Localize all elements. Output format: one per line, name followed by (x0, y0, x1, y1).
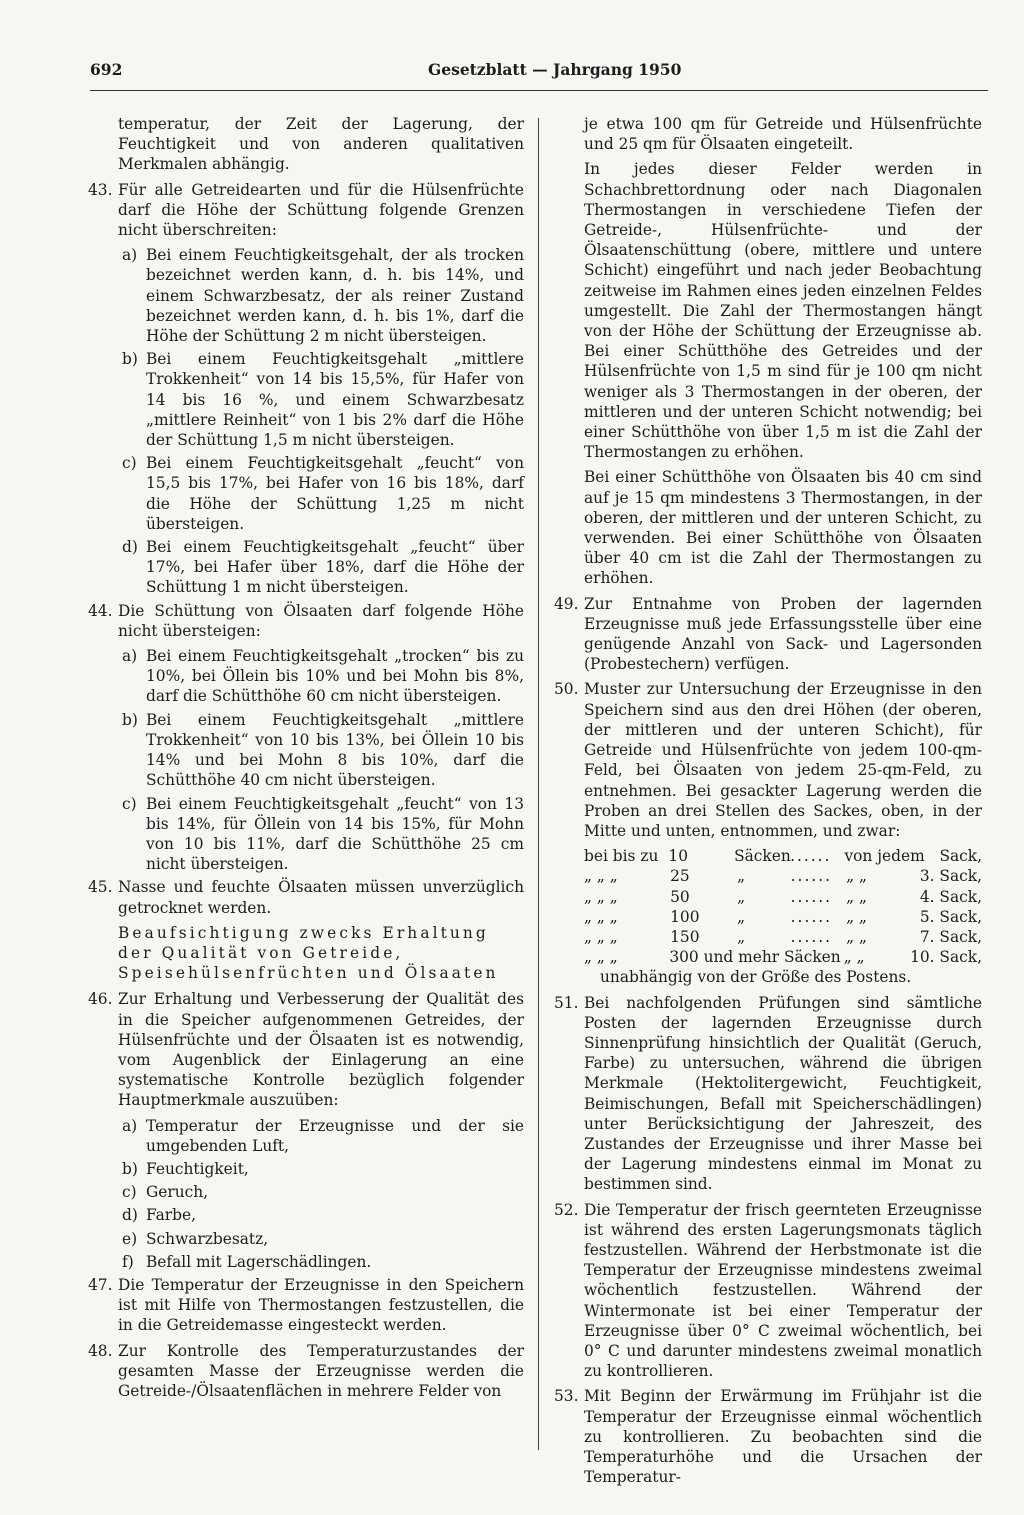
table-cell: „ „ (846, 867, 867, 886)
subitem-46f (88, 1252, 524, 1272)
section-heading: Beaufsichtigung zwecks Erhaltung der Qualität von Getreide, Speisehülsenfrüchten und Ölsaaten (118, 923, 499, 983)
subitem-label: c) (122, 454, 137, 473)
table-cell: Säcken (734, 847, 791, 866)
item-number: 52. (554, 1200, 579, 1219)
item-text: Zur Kontrolle des Temperaturzustandes der gesamten Masse der Erzeugnisse werden die Getreide-/Ölsaatenflächen in mehrere Felder von (118, 1341, 524, 1400)
subitem-text: Bei einem Feuchtigkeitsgehalt „mittlere Trokkenheit“ von 10 bis 13%, bei Öllein 10 bis 14% und bei Mohn 8 bis 10%, darf die Schütthöhe 40 cm nicht übersteigen. (146, 710, 524, 790)
item-text: Zur Entnahme von Proben der lagernden Erzeugnisse muß jede Erfassungsstelle über eine genügende Anzahl von Sack- und Lagersonden (Probestechern) verfügen. (584, 594, 982, 674)
subitem-label: a) (122, 1116, 138, 1135)
subitem-text: Bei einem Feuchtigkeitsgehalt, der als trocken bezeichnet werden kann, d. h. bis 14%, und einem Schwarzbesatz, der als reiner Zustand bezeichnet werden kann, d. h. bis 1%, darf die Höhe der Schüttung 2 m nicht übersteigen. (146, 246, 524, 346)
item-number: 45. (88, 878, 113, 897)
item-number: 44. (88, 601, 113, 620)
table-cell: „ „ (846, 887, 867, 906)
table-cell: 3. Sack, (919, 867, 982, 886)
table-cell: „ „ (846, 927, 867, 946)
subitem-46a (88, 1116, 524, 1156)
subitem-text: Farbe, (146, 1206, 197, 1225)
subitem-label: a) (122, 647, 138, 666)
subitem-text: Bei einem Feuchtigkeitsgehalt „trocken“ bis zu 10%, bei Öllein bis 10% und bei Mohn bis 8%, darf die Schütthöhe 60 cm nicht übersteigen. (146, 647, 524, 706)
item-text: Mit Beginn der Erwärmung im Frühjahr ist die Temperatur der Erzeugnisse einmal wöchentlich zu kontrollieren. Zu beobachten sind die Temperaturhöhe und die Ursachen der Temperatur- (584, 1387, 982, 1487)
subitem-43c (88, 453, 524, 534)
item-text: Für alle Getreidearten und für die Hülsenfrüchte darf die Höhe der Schüttung folgende Grenzen nicht überschreiten: (118, 180, 524, 240)
table-cell: 5. Sack, (919, 907, 982, 926)
subitem-text: Bei einem Feuchtigkeitsgehalt „feucht“ von 15,5 bis 17%, bei Hafer von 16 bis 18%, darf die Höhe der Schüttung 1,25 m nicht übersteigen. (146, 454, 524, 533)
table-row (584, 927, 982, 947)
subitem-label: c) (122, 794, 137, 813)
running-title: Gesetzblatt — Jahrgang 1950 (428, 60, 682, 79)
table-row (584, 887, 982, 907)
item-number: 50. (554, 680, 579, 699)
table-cell: 300 und mehr Säcken (669, 948, 841, 967)
table-cell: „ „ (846, 907, 867, 926)
subitem-text: Geruch, (146, 1183, 209, 1202)
item-number: 43. (88, 180, 113, 199)
table-cell: 150 (670, 927, 700, 946)
item-43 (88, 180, 524, 241)
item-number: 53. (554, 1387, 579, 1406)
table-cell: „ „ „ (584, 907, 618, 926)
item-number: 51. (554, 993, 579, 1012)
item-53 (554, 1386, 982, 1487)
table-cell: ...... (790, 847, 832, 866)
table-cell: 10 (668, 847, 688, 866)
subitem-text: Feuchtigkeit, (146, 1159, 249, 1178)
item-number: 47. (88, 1275, 113, 1294)
sample-table (554, 846, 982, 987)
column-divider (538, 118, 539, 1450)
table-cell: 7. Sack, (919, 927, 982, 946)
subitem-46d (88, 1205, 524, 1225)
table-cell: von jedem (844, 847, 925, 866)
subitem-text: Temperatur der Erzeugnisse und der sie umgebenden Luft, (146, 1116, 524, 1155)
table-cell: ...... (790, 907, 833, 926)
item-51 (554, 993, 982, 1195)
table-cell: 50 (670, 887, 690, 906)
table-cell: „ (737, 927, 746, 946)
subitem-text: Schwarzbesatz, (146, 1229, 269, 1248)
table-row (584, 907, 982, 927)
table-cell: 100 (670, 907, 700, 926)
subitem-text: Bei einem Feuchtigkeitsgehalt „feucht“ von 13 bis 14%, für Öllein von 14 bis 15%, für Mohn von 10 bis 11%, darf die Schütthöhe 25 cm nicht übersteigen. (146, 794, 524, 874)
subitem-text: Befall mit Lagerschädlingen. (146, 1252, 372, 1271)
table-cell: „ „ „ (584, 867, 618, 886)
table-cell: „ „ „ (584, 948, 618, 967)
subitem-label: e) (122, 1229, 138, 1248)
table-cell: „ „ (843, 948, 865, 967)
table-cell: 4. Sack, (919, 887, 982, 906)
item-number: 46. (88, 990, 113, 1009)
table-cell: ...... (790, 867, 833, 886)
subitem-label: b) (122, 710, 138, 729)
item-number: 49. (554, 594, 579, 613)
subitem-label: a) (122, 246, 138, 265)
table-cell: bei bis zu (584, 847, 659, 866)
item-49 (554, 594, 982, 675)
table-row (584, 846, 982, 866)
item-48-continuation-2: In jedes dieser Felder werden in Schachbrettordnung oder nach Diagonalen Thermostangen in verschiedene Tiefen der Getreide-, Hülsenfrüchte- und der Ölsaatenschüttung (obere, mittlere und untere Schicht) eingeführt und nach jeder Beobachtung zeitweise im Rahmen eines jeden einzelnen Feldes umgestellt. Die Zahl der Thermostangen hängt von der Höhe der Schüttung der Erzeugnisse ab. Bei einer Schütthöhe des Getreides und der Hülsenfrüchte von 1,5 m sind für je 100 qm nicht weniger als 3 Thermostangen in der oberen, der mittleren und der unteren Schicht notwendig; bei einer Schütthöhe von über 1,5 m ist die Zahl der Thermostangen zu erhöhen. (584, 160, 982, 462)
table-cell: „ (737, 867, 746, 886)
subitem-text: Bei einem Feuchtigkeitsgehalt „mittlere Trokkenheit“ von 14 bis 15,5%, für Hafer von 14 bis 16 %, und einem Schwarzbesatz „mittlere Reinheit“ von 1 bis 2% darf die Höhe der Schüttung 1,5 m nicht übersteigen. (146, 350, 524, 450)
subitem-44c (88, 794, 524, 875)
subitem-46e (88, 1229, 524, 1249)
table-cell: „ „ „ (584, 887, 618, 906)
table-cell: „ (737, 907, 746, 926)
item-48 (88, 1341, 524, 1402)
item-text: Die Schüttung von Ölsaaten darf folgende Höhe nicht übersteigen: (118, 601, 524, 640)
page-header (90, 56, 988, 91)
table-cell: „ (737, 887, 746, 906)
subitem-label: d) (122, 538, 138, 557)
subitem-label: b) (122, 350, 138, 369)
subitem-label: d) (122, 1206, 138, 1225)
subitem-44b (88, 710, 524, 791)
subitem-43b (88, 349, 524, 450)
item-48-continuation-1: je etwa 100 qm für Getreide und Hülsenfrüchte und 25 qm für Ölsaaten eingeteilt. (584, 115, 982, 154)
item-45 (88, 877, 524, 917)
table-cell: 10. Sack, (910, 948, 982, 967)
table-cell: 25 (670, 867, 690, 886)
item-44 (88, 601, 524, 641)
subitem-43a (88, 245, 524, 346)
subitem-46b (88, 1159, 524, 1179)
item-text: Nasse und feuchte Ölsaaten müssen unverzüglich getrocknet werden. (118, 878, 524, 917)
item-42-continuation: temperatur, der Zeit der Lagerung, der Feuchtigkeit und von anderen qualitativen Merkmalen abhängig. (118, 115, 524, 174)
subitem-43d (88, 537, 524, 598)
item-46 (88, 989, 524, 1110)
subitem-label: b) (122, 1159, 138, 1178)
item-number: 48. (88, 1341, 113, 1360)
table-cell: „ „ „ (584, 927, 618, 946)
table-cell: ...... (790, 927, 833, 946)
table-cell: ...... (790, 887, 833, 906)
subitem-text: Bei einem Feuchtigkeitsgehalt „feucht“ über 17%, bei Hafer über 18%, darf die Höhe der Schüttung 1 m nicht übersteigen. (146, 538, 524, 597)
subitem-46c (88, 1182, 524, 1202)
item-text: Zur Erhaltung und Verbesserung der Qualität des in die Speicher aufgenommenen Getreides, der Hülsenfrüchte und der Ölsaaten ist es notwendig, vom Augenblick der Einlagerung an eine systematische Kontrolle bezüglich folgender Hauptmerkmale auszuüben: (118, 990, 524, 1110)
item-text: Die Temperatur der frisch geernteten Erzeugnisse ist während des ersten Lagerungsmonats täglich festzustellen. Während der Herbstmonate ist die Temperatur der Erzeugnisse mindestens zweimal wöchentlich festzustellen. Während der Wintermonate ist bei einer Temperatur der Erzeugnisse über 0° C zweimal wöchentlich, bei 0° C und darunter mindestens zweimal monatlich zu kontrollieren. (584, 1200, 982, 1381)
table-cell: Sack, (939, 847, 982, 866)
item-50 (554, 679, 982, 841)
subitem-44a (88, 646, 524, 707)
item-47 (88, 1275, 524, 1336)
table-footer: unabhängig von der Größe des Postens. (600, 968, 912, 987)
item-text: Muster zur Untersuchung der Erzeugnisse in den Speichern sind aus den drei Höhen (der oberen, der mittleren und der unteren Schicht), für Getreide und Hülsenfrüchte von jedem 100-qm-Feld, bei Ölsaaten von jedem 25-qm-Feld, zu entnehmen. Bei gesackter Lagerung werden die Proben an drei Stellen des Sackes, oben, in der Mitte und unten, entnommen, und zwar: (584, 680, 982, 840)
item-48-continuation-3: Bei einer Schütthöhe von Ölsaaten bis 40 cm sind auf je 15 qm mindestens 3 Thermostangen, in der oberen, der mittleren und der unteren Schicht, zu verwenden. Bei einer Schütthöhe von Ölsaaten über 40 cm ist die Zahl der Thermostangen zu erhöhen. (584, 468, 982, 588)
subitem-label: f) (122, 1252, 134, 1271)
item-52 (554, 1200, 982, 1382)
item-text: Bei nachfolgenden Prüfungen sind sämtliche Posten der lagernden Erzeugnisse durch Sinnenprüfung hinsichtlich der Qualität (Geruch, Farbe) zu untersuchen, während die übrigen Merkmale (Hektolitergewicht, Feuchtigkeit, Beimischungen, Befall mit Speicherschädlingen) unter Berücksichtigung der Jahreszeit, des Zustandes der Erzeugnisse und ihrer Masse bei der Lagerung mindestens einmal im Monat zu bestimmen sind. (584, 993, 982, 1194)
left-column (88, 114, 524, 1406)
table-row (584, 947, 982, 967)
right-column (554, 114, 982, 1492)
page-number: 692 (90, 60, 123, 79)
item-text: Die Temperatur der Erzeugnisse in den Speichern ist mit Hilfe von Thermostangen festzustellen, die in die Getreidemasse eingesteckt werden. (118, 1275, 524, 1335)
table-row (584, 866, 982, 886)
subitem-label: c) (122, 1183, 137, 1202)
